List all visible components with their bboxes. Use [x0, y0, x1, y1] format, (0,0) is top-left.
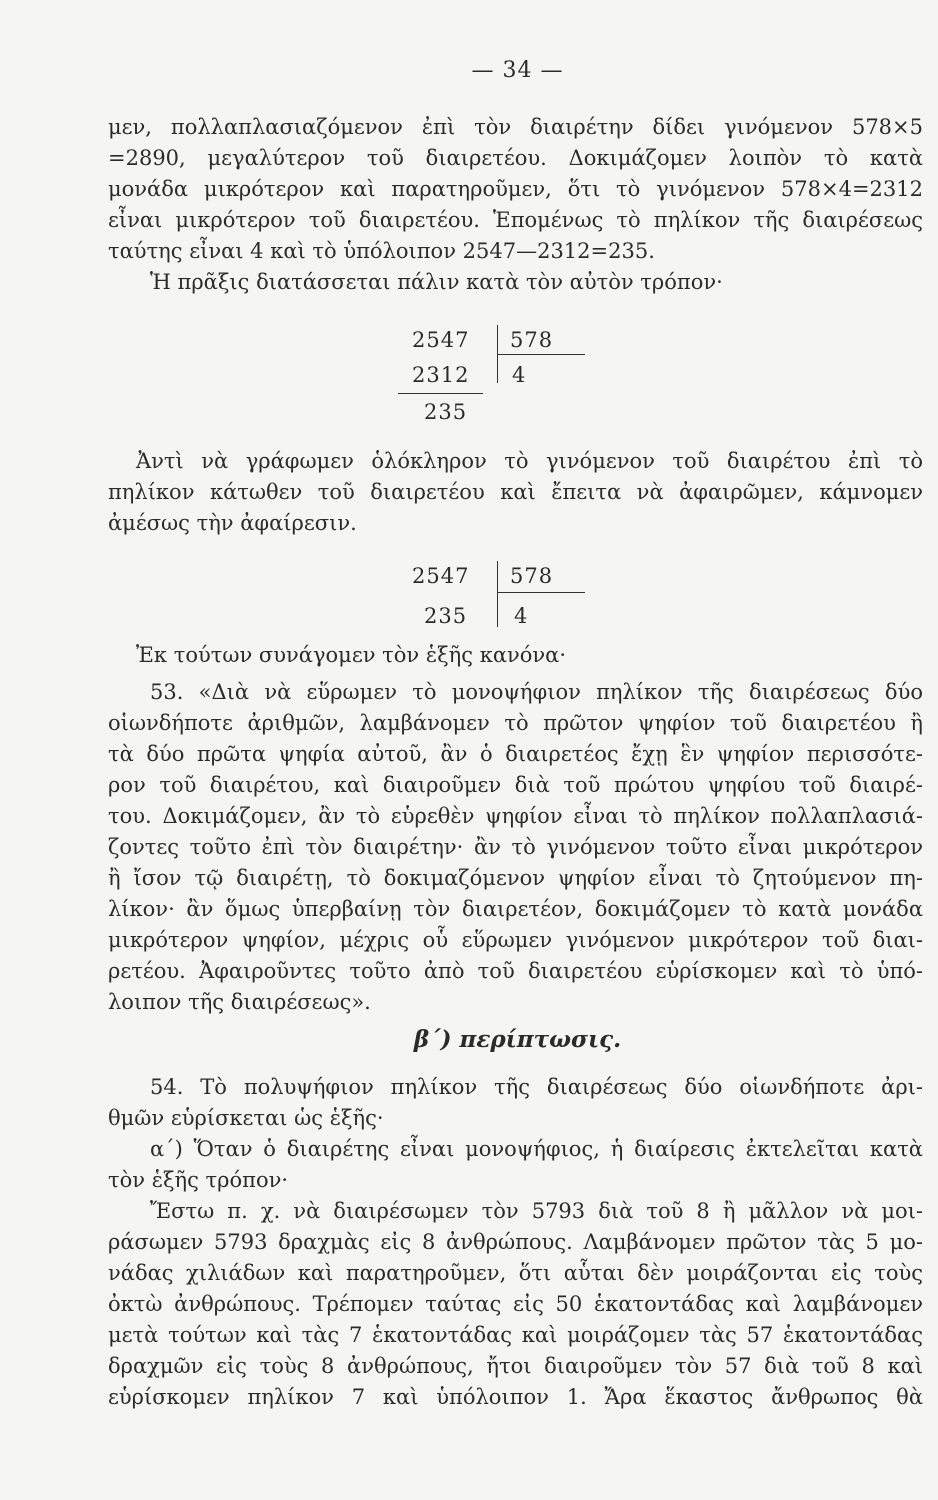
text-line: =2890, μεγαλύτερον τοῦ διαιρετέου. Δοκιμάζομεν λοιπὸν τὸ κατὰ [108, 146, 923, 170]
text-line: α΄) Ὅταν ὁ διαιρέτης εἶναι μονοψήφιος, ἡ διαίρεσις ἐκτελεῖται κατὰ [150, 1137, 923, 1161]
text-line: ταύτης εἶναι 4 καὶ τὸ ὑπόλοιπον 2547—2312=235. [108, 239, 655, 263]
subtracted-product: 2312 [412, 363, 470, 387]
text-line: δραχμῶν εἰς τοὺς 8 ἀνθρώπους, ἤτοι διαιροῦμεν τὸν 57 διὰ τοῦ 8 καὶ [108, 1354, 923, 1378]
remainder: 235 [424, 400, 468, 424]
divisor-underline [497, 592, 585, 593]
section-heading: β΄) περίπτωσις. [413, 1026, 622, 1053]
text-line: θμῶν εὑρίσκεται ὡς ἑξῆς· [108, 1106, 384, 1130]
text-line: ζοντες τοῦτο ἐπὶ τὸν διαιρέτην· ἂν τὸ γινόμενον τοῦτο εἶναι μικρότερον [108, 835, 923, 859]
text-line: νάδας χιλιάδων καὶ παρατηροῦμεν, ὅτι αὗται δὲν μοιράζονται εἰς τοὺς [108, 1261, 923, 1285]
text-line: οἱωνδήποτε ἀριθμῶν, λαμβάνομεν τὸ πρῶτον ψηφίον τοῦ διαιρετέου ἢ [108, 711, 923, 735]
text-line: 53. «Διὰ νὰ εὕρωμεν τὸ μονοψήφιον πηλίκον τῆς διαιρέσεως δύο [150, 680, 923, 704]
text-line: 54. Τὸ πολυψήφιον πηλίκον τῆς διαιρέσεως δύο οἱωνδήποτε ἀρι- [150, 1075, 923, 1099]
text-line: λοιπον τῆς διαιρέσεως». [108, 990, 371, 1014]
quotient: 4 [512, 363, 527, 387]
text-line: μονάδα μικρότερον καὶ παρατηροῦμεν, ὅτι τὸ γινόμενον 578×4=2312 [108, 177, 923, 201]
text-line: ἀμέσως τὴν ἀφαίρεσιν. [108, 511, 357, 535]
text-line: ρον τοῦ διαιρέτου, καὶ διαιροῦμεν διὰ τοῦ πρώτου ψηφίου τοῦ διαιρέ- [108, 773, 923, 797]
text-line: του. Δοκιμάζομεν, ἂν τὸ εὑρεθὲν ψηφίον εἶναι τὸ πηλίκον πολλαπλασιά- [108, 804, 923, 828]
text-line: εὑρίσκομεν πηλίκον 7 καὶ ὑπόλοιπον 1. Ἄρα ἕκαστος ἄνθρωπος θὰ [108, 1385, 923, 1409]
divisor: 578 [510, 564, 554, 588]
text-line: μετὰ τούτων καὶ τὰς 7 ἑκατοντάδας καὶ μοιράζομεν τὰς 57 ἑκατοντάδας [108, 1323, 923, 1347]
text-line: Ἀντὶ νὰ γράφωμεν ὁλόκληρον τὸ γινόμενον τοῦ διαιρέτου ἐπὶ τὸ [136, 449, 923, 473]
remainder: 235 [424, 604, 468, 628]
text-line: Ἔστω π. χ. νὰ διαιρέσωμεν τὸν 5793 διὰ τοῦ 8 ἢ μᾶλλον νὰ μοι- [150, 1199, 923, 1223]
text-line: Ἡ πρᾶξις διατάσσεται πάλιν κατὰ τὸν αὐτὸν τρόπον· [150, 270, 723, 294]
dividend: 2547 [412, 564, 470, 588]
text-line: τὰ δύο πρῶτα ψηφία αὐτοῦ, ἂν ὁ διαιρετέος ἔχῃ ἓν ψηφίον περισσότε- [108, 742, 923, 766]
divisor: 578 [510, 328, 554, 352]
dividend: 2547 [412, 328, 470, 352]
divisor-underline [497, 354, 585, 355]
text-line: μικρότερον ψηφίον, μέχρις οὗ εὕρωμεν γινόμενον μικρότερον τοῦ διαι- [108, 928, 923, 952]
text-line: τὸν ἑξῆς τρόπον· [108, 1168, 289, 1192]
text-line: πηλίκον κάτωθεν τοῦ διαιρετέου καὶ ἔπειτα νὰ ἀφαιρῶμεν, κάμνομεν [108, 480, 923, 504]
text-line: εἶναι μικρότερον τοῦ διαιρετέου. Ἑπομένως τὸ πηλίκον τῆς διαιρέσεως [108, 208, 923, 232]
page-number: — 34 — [471, 58, 564, 83]
division-bar [497, 561, 498, 627]
subtraction-line [398, 393, 483, 394]
text-line: ρετέου. Ἀφαιροῦντες τοῦτο ἀπὸ τοῦ διαιρετέου εὑρίσκομεν καὶ τὸ ὑπό- [108, 959, 923, 983]
text-line: ράσωμεν 5793 δραχμὰς εἰς 8 ἀνθρώπους. Λαμβάνομεν πρῶτον τὰς 5 μο- [108, 1230, 923, 1254]
text-line: ἢ ἴσον τῷ διαιρέτῃ, τὸ δοκιμαζόμενον ψηφίον εἶναι τὸ ζητούμενον πη- [108, 866, 923, 890]
quotient: 4 [514, 604, 529, 628]
text-line: μεν, πολλαπλασιαζόμενον ἐπὶ τὸν διαιρέτην δίδει γινόμενον 578×5 [108, 115, 923, 139]
text-line: Ἐκ τούτων συνάγομεν τὸν ἑξῆς κανόνα· [136, 643, 567, 667]
text-line: ὀκτὼ ἀνθρώπους. Τρέπομεν ταύτας εἰς 50 ἑκατοντάδας καὶ λαμβάνομεν [108, 1292, 923, 1316]
text-line: λίκον· ἂν ὅμως ὑπερβαίνῃ τὸν διαιρετέον, δοκιμάζομεν τὸ κατὰ μονάδα [108, 897, 923, 921]
